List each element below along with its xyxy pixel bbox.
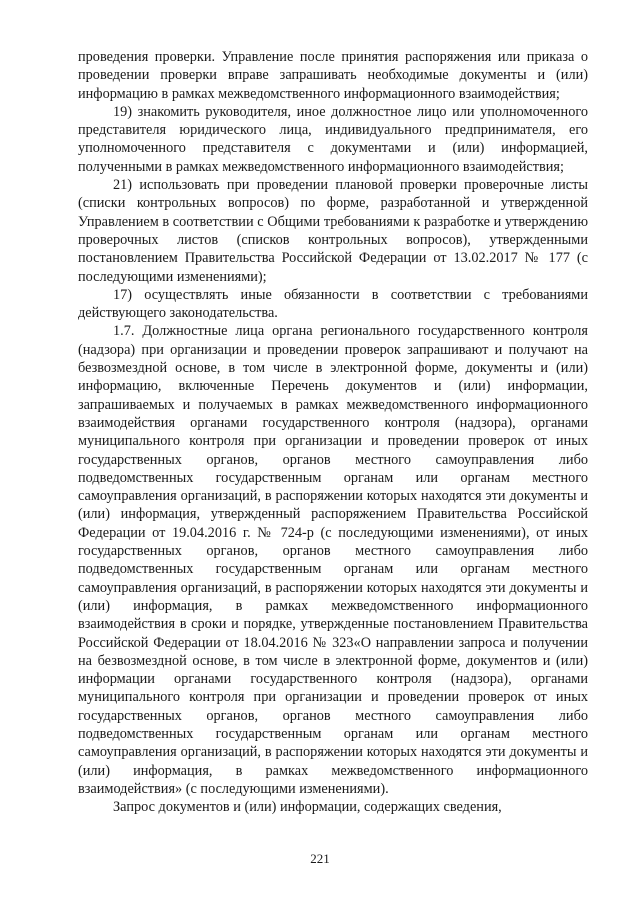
- paragraph-section-1-7: 1.7. Должностные лица органа регионального государственного контроля (надзора) при организации и проведении проверок запрашивают и получают на безвозмездной основе, в том числе в электронной форме, документы и (или) информацию, включенные Перечень документов и (или) информации, запрашиваемых и получаемых в рамках межведомственного информационного взаимодействия органами государственного контроля (надзора), органами муниципального контроля при организации и проведении проверок от иных государственных органов, органов местного самоуправления либо подведомственных государственным органам или органам местного самоуправления организаций, в распоряжении которых находятся эти документы и (или) информация, утвержденный распоряжением Правительства Российской Федерации от 19.04.2016 г. № 724-р (с последующими изменениями), от иных государственных органов, органов местного самоуправления либо подведомственных государственным органам или органам местного самоуправления организаций, в распоряжении которых находятся эти документы и (или) информация, в рамках межведомственного информационного взаимодействия в сроки и порядке, утвержденные постановлением Правительства Российской Федерации от 18.04.2016 № 323«О направлении запроса и получении на безвозмездной основе, в том числе в электронной форме, документов и (или) информации органами государственного контроля (надзора), органами муниципального контроля при организации и проведении проверок от иных государственных органов, органов местного самоуправления либо подведомственных государственным органам или органам местного самоуправления организаций, в распоряжении которых находятся эти документы и (или) информация, в рамках межведомственного информационного взаимодействия» (с последующими изменениями).: [78, 323, 588, 797]
- paragraph-item-19: 19) знакомить руководителя, иное должностное лицо или уполномоченного представителя юридического лица, индивидуального предпринимателя, его уполномоченного представителя с документами и (или) информацией, полученными в рамках межведомственного информационного взаимодействия;: [78, 103, 588, 175]
- body-text: [78, 48, 588, 816]
- paragraph-item-17: 17) осуществлять иные обязанности в соответствии с требованиями действующего законодательства.: [78, 286, 588, 322]
- paragraph-request-start: Запрос документов и (или) информации, содержащих сведения,: [113, 799, 502, 816]
- paragraph-continuation: проведения проверки. Управление после принятия распоряжения или приказа о проведении проверки вправе запрашивать необходимые документы и (или) информацию в рамках межведомственного информационного взаимодействия;: [78, 49, 588, 102]
- paragraph-item-21: 21) использовать при проведении плановой проверки проверочные листы (списки контрольных вопросов) по форме, разработанной и утвержденной Управлением в соответствии с Общими требованиями к разработке и утверждению проверочных листов (списков контрольных вопросов), утвержденными постановлением Правительства Российской Федерации от 13.02.2017 № 177 (с последующими изменениями);: [78, 177, 588, 285]
- page-number: 221: [310, 851, 330, 866]
